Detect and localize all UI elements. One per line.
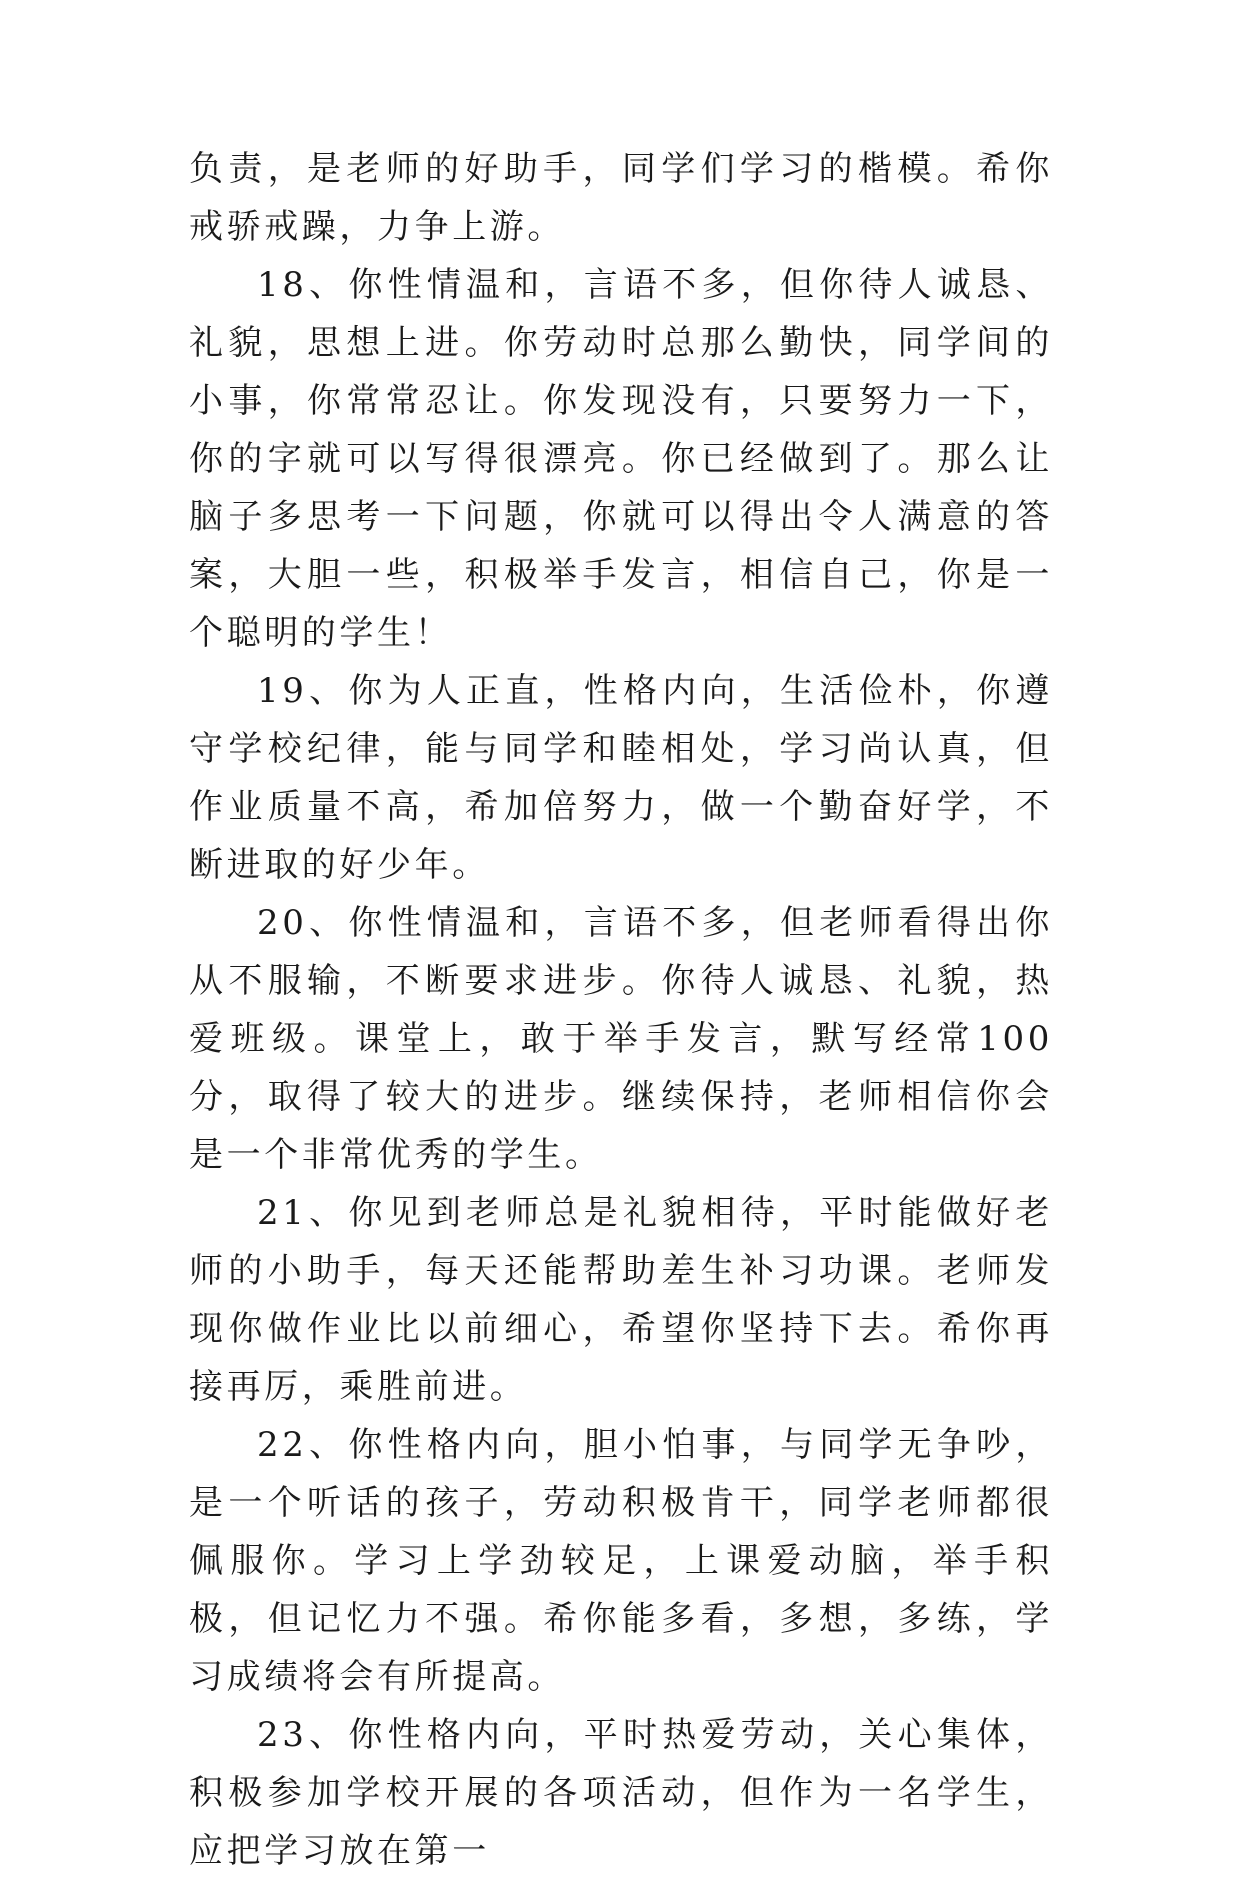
paragraph-item-19: 19、你为人正直，性格内向，生活俭朴，你遵守学校纪律，能与同学和睦相处，学习尚认真，但作业质量不高，希加倍努力，做一个勤奋好学，不断进取的好少年。 bbox=[189, 671, 1053, 885]
paragraph-item-23: 23、你性格内向，平时热爱劳动，关心集体，积极参加学校开展的各项活动，但作为一名学生，应把学习放在第一 bbox=[189, 1715, 1053, 1871]
paragraph-continuation: 负责，是老师的好助手，同学们学习的楷模。希你戒骄戒躁，力争上游。 bbox=[189, 149, 1053, 247]
document-body bbox=[189, 140, 1053, 1880]
paragraph-item-22: 22、你性格内向，胆小怕事，与同学无争吵，是一个听话的孩子，劳动积极肯干，同学老师都很佩服你。学习上学劲较足，上课爱动脑，举手积极，但记忆力不强。希你能多看，多想，多练，学习成绩将会有所提高。 bbox=[189, 1425, 1053, 1697]
paragraph-item-20: 20、你性情温和，言语不多，但老师看得出你从不服输，不断要求进步。你待人诚恳、礼貌，热爱班级。课堂上，敢于举手发言，默写经常100分，取得了较大的进步。继续保持，老师相信你会是一个非常优秀的学生。 bbox=[189, 903, 1053, 1175]
paragraph-item-21: 21、你见到老师总是礼貌相待，平时能做好老师的小助手，每天还能帮助差生补习功课。老师发现你做作业比以前细心，希望你坚持下去。希你再接再厉，乘胜前进。 bbox=[189, 1193, 1053, 1407]
paragraph-item-18: 18、你性情温和，言语不多，但你待人诚恳、礼貌，思想上进。你劳动时总那么勤快，同学间的小事，你常常忍让。你发现没有，只要努力一下，你的字就可以写得很漂亮。你已经做到了。那么让脑子多思考一下问题，你就可以得出令人满意的答案，大胆一些，积极举手发言，相信自己，你是一个聪明的学生！ bbox=[189, 265, 1053, 653]
